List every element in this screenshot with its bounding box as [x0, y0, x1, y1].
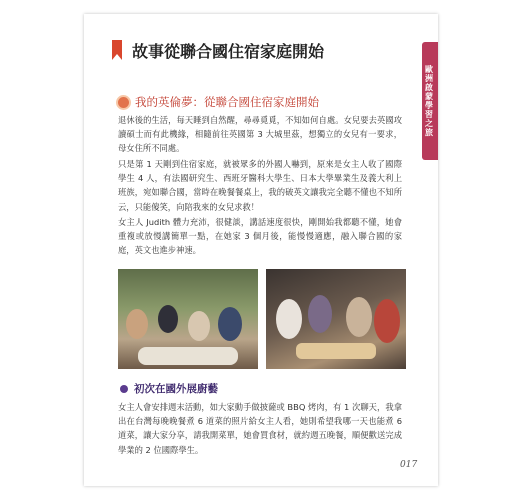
photo-outdoor-dinner [118, 269, 258, 369]
section2-title: 初次在國外展廚藝 [134, 383, 218, 395]
table-shape [138, 347, 238, 365]
chapter-title: 故事從聯合國住宿家庭開始 [132, 42, 325, 61]
paragraph-1: 退休後的生活，每天睡到自然醒，尋尋覓覓，不知如何自處。女兒要去英國攻讀碩士而有此機緣，相隨前往英國第 3 大城里茲，想獨立的女兒有一要求，母女住所不同處。 [118, 115, 402, 154]
person-shape [374, 299, 400, 343]
dot-bullet-icon [120, 385, 128, 393]
section1-title: 我的英倫夢：從聯合國住宿家庭開始 [135, 95, 319, 109]
chapter-side-tab: 歐洲啟蒙學習之旅 [422, 42, 438, 160]
paragraph-4: 女主人會安排週末活動，如大家動手做披薩或 BBQ 烤肉，有 1 次聊天，我拿出在台灣每晚晚餐煮 6 道菜的照片給女主人看，她則希望我哪一天也能煮 6 道菜，讓大家分享，請我開菜單，她會買食材，就約週五晚餐，順便歡送完成學業的 2 位國際學生。 [118, 402, 402, 455]
paragraph-2: 只是第 1 天剛到住宿家庭，就被眾多的外國人嚇到，原來是女主人收了國際學生 4 人，有法國研究生、西班牙醫科大學生、日本大學畢業生及義大利上班族，宛如聯合國，當時在晚餐餐桌上，我的破英文讓我完全聽不懂也不知所云，只能傻笑，向陪我來的女兒求救！ [118, 159, 402, 212]
person-shape [276, 299, 302, 339]
person-shape [126, 309, 148, 339]
section1-heading [118, 94, 319, 110]
sun-bullet-icon [118, 97, 129, 108]
pizza-tray-shape [296, 343, 376, 359]
person-shape [188, 311, 210, 341]
paragraph-3: 女主人 Judith 體力充沛，很健談，講話速度很快，剛開始我都聽不懂，她會重複或放慢講簡單一點，在她家 3 個月後，能慢慢適應，融入聯合國的家庭，英文也進步神速。 [118, 217, 402, 256]
person-shape [158, 305, 178, 333]
section2-heading [118, 381, 218, 396]
person-shape [346, 297, 372, 337]
photo-kitchen-cooking [266, 269, 406, 369]
person-shape [308, 295, 332, 333]
person-shape [218, 307, 242, 341]
page-number: 017 [400, 460, 418, 470]
